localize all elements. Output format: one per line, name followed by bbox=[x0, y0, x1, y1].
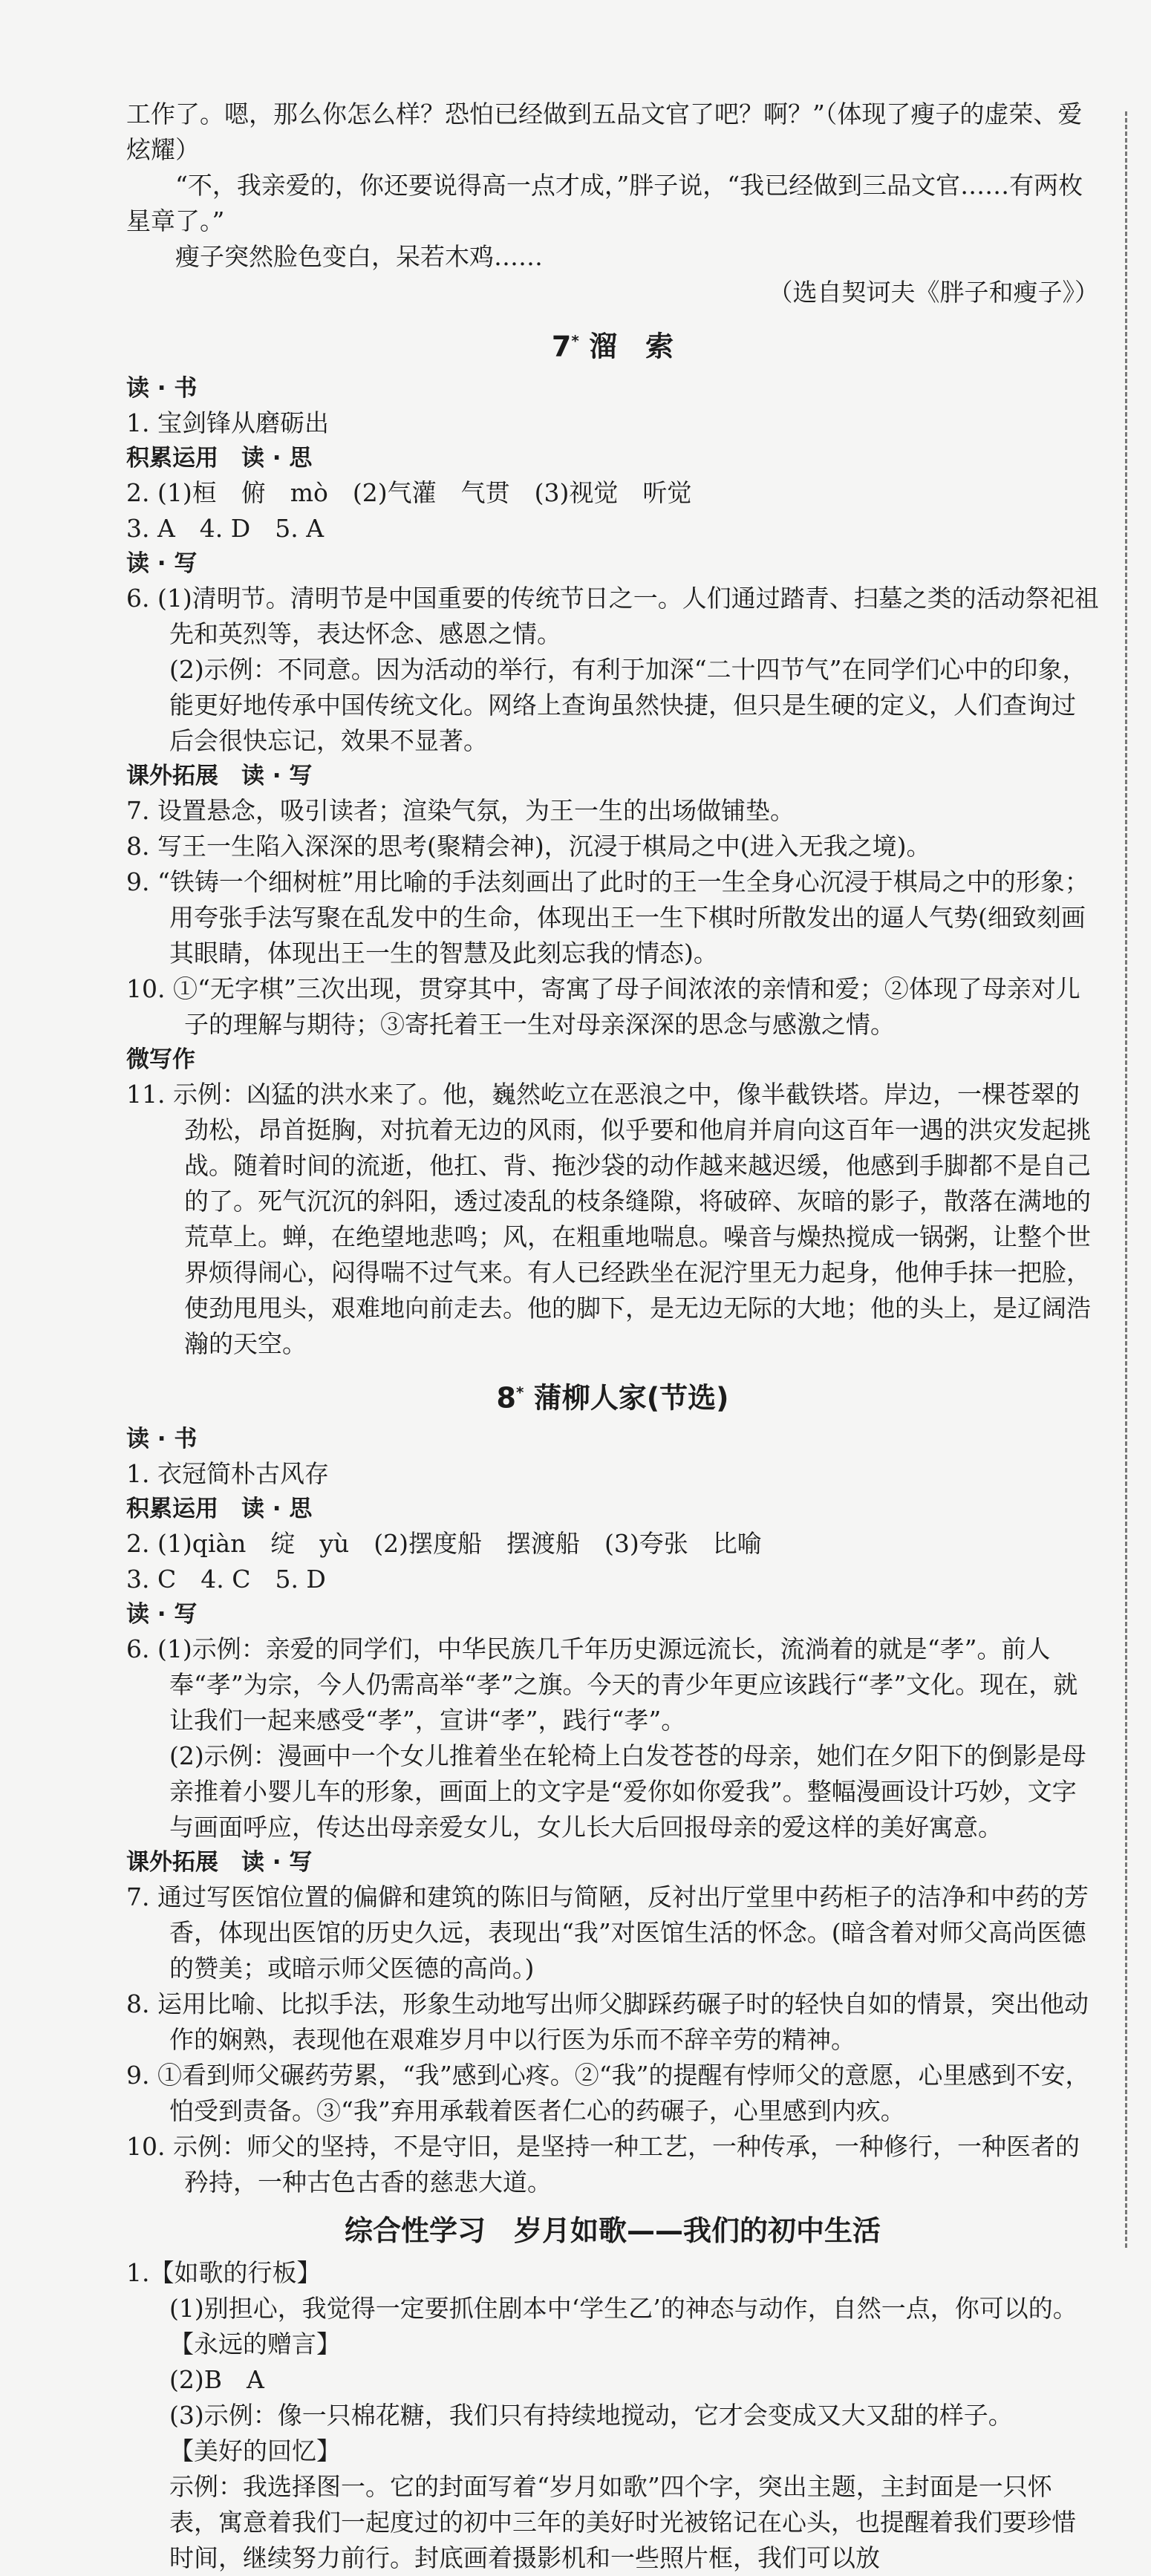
section-7-mark: * bbox=[571, 332, 579, 350]
intro-text-3: 瘦子突然脸色变白，呆若木鸡…… bbox=[175, 242, 543, 271]
section-7-number: 7 bbox=[551, 330, 572, 363]
s7-answer-8: 8. 写王一生陷入深深的思考(聚精会神)，沉浸于棋局之中(进入无我之境)。 bbox=[126, 831, 931, 861]
s8-heading-read-book: 读 · 书 bbox=[126, 1426, 198, 1453]
s8-heading-read-write: 读 · 写 bbox=[126, 1601, 198, 1628]
s7-answer-2: 2. (1)桓 俯 mò (2)气灌 气贯 (3)视觉 听觉 bbox=[126, 477, 692, 507]
s8-heading-accumulate: 积累运用 读 · 思 bbox=[126, 1496, 313, 1523]
intro-text-2: “不，我亲爱的，你还要说得高一点才成，”胖子说，“我已经做到三品文官……有两枚星章了。” bbox=[126, 171, 1083, 235]
comprehensive-learning-title: 综合性学习 岁月如歌——我们的初中生活 bbox=[344, 2214, 881, 2248]
intro-source: （选自契诃夫《胖子和瘦子》） bbox=[768, 278, 1099, 307]
s7-heading-read-book: 读 · 书 bbox=[126, 374, 198, 402]
s8-answer-1: 1. 衣冠简朴古风存 bbox=[126, 1459, 329, 1489]
s8-answer-3-5: 3. C 4. C 5. D bbox=[126, 1565, 326, 1594]
section-8-number: 8 bbox=[496, 1381, 516, 1415]
section-8-mark: * bbox=[516, 1383, 524, 1401]
s7-heading-read-write: 读 · 写 bbox=[126, 550, 198, 577]
s7-answer-3-5: 3. A 4. D 5. A bbox=[126, 513, 325, 543]
s7-heading-extension: 课外拓展 读 · 写 bbox=[126, 762, 313, 789]
s8-answer-6b: (2)示例：漫画中一个女儿推着坐在轮椅上白发苍苍的母亲，她们在夕阳下的倒影是母亲推着小婴儿车的形象，画面上的文字是“爱你如你爱我”。整幅漫画设计巧妙，文字与画面呼应，传达出母亲爱女儿，女儿长大后回报母亲的爱这样的美好寓意。 bbox=[169, 1741, 1086, 1842]
s7-answer-7: 7. 设置悬念，吸引读者；渲染气氛，为王一生的出场做铺垫。 bbox=[126, 795, 795, 825]
s8-answer-9: 9. ①看到师父碾药劳累，“我”感到心疼。②“我”的提醒有悖师父的意愿，心里感到不安，怕受到责备。③“我”弃用承载着医者仁心的药碾子，心里感到内疚。 bbox=[126, 2061, 1090, 2126]
section-7-title bbox=[126, 318, 1099, 370]
section-8-title-text: 蒲柳人家(节选) bbox=[533, 1381, 729, 1415]
s8-answer-8: 8. 运用比喻、比拟手法，形象生动地写出师父脚踩药碾子时的轻快自如的情景，突出他动作的娴熟，表现他在艰难岁月中以行医为乐而不辞辛劳的精神。 bbox=[126, 1989, 1089, 2055]
s9-answer-1: 1.【如歌的行板】 bbox=[126, 2258, 322, 2288]
s9-answer-1a: (1)别担心，我觉得一定要抓住剧本中‘学生乙’的神态与动作，自然一点，你可以的。 bbox=[169, 2294, 1077, 2324]
s8-answer-6a: 6. (1)示例：亲爱的同学们，中华民族几千年历史源远流长，流淌着的就是“孝”。前人奉“孝”为宗，今人仍需高举“孝”之旗。今天的青少年更应该践行“孝”文化。现在，就让我们一起来感受“孝”，宣讲“孝”，践行“孝”。 bbox=[126, 1634, 1078, 1735]
s9-heading-good-memories: 【美好的回忆】 bbox=[169, 2436, 341, 2466]
s7-answer-10: 10. ①“无字棋”三次出现，贯穿其中，寄寓了母子间浓浓的亲情和爱；②体现了母亲对儿子的理解与期待；③寄托着王一生对母亲深深的思念与感激之情。 bbox=[126, 974, 1080, 1039]
s9-answer-example: 示例：我选择图一。它的封面写着“岁月如歌”四个字，突出主题，主封面是一只怀表，寓意着我们一起度过的初中三年的美好时光被铭记在心头，也提醒着我们要珍惜时间，继续努力前行。封底画着摄影机和一些照片框，我们可以放 bbox=[169, 2472, 1076, 2573]
s8-answer-7: 7. 通过写医馆位置的偏僻和建筑的陈旧与简陋，反衬出厅堂里中药柜子的洁净和中药的芳香，体现出医馆的历史久远，表现出“我”对医馆生活的怀念。(暗含着对师父高尚医德的赞美；或暗示师父医德的高尚。) bbox=[126, 1882, 1089, 1983]
section-7-title-text: 溜 索 bbox=[589, 330, 674, 363]
intro-text-1: 工作了。嗯，那么你怎么样？恐怕已经做到五品文官了吧？啊？”（体现了瘦子的虚荣、爱炫耀） bbox=[126, 100, 1083, 164]
s8-heading-extension: 课外拓展 读 · 写 bbox=[126, 1849, 313, 1876]
section-8-title bbox=[126, 1369, 1099, 1421]
s9-heading-eternal-message: 【永远的赠言】 bbox=[169, 2329, 341, 2359]
s7-heading-accumulate: 积累运用 读 · 思 bbox=[126, 444, 313, 472]
s9-answer-3: (3)示例：像一只棉花糖，我们只有持续地搅动，它才会变成又大又甜的样子。 bbox=[169, 2401, 1013, 2430]
s8-answer-2: 2. (1)qiàn 绽 yù (2)摆度船 摆渡船 (3)夸张 比喻 bbox=[126, 1529, 762, 1559]
s7-answer-1: 1. 宝剑锋从磨砺出 bbox=[126, 408, 329, 437]
s7-answer-9: 9. “铁铸一个细树桩”用比喻的手法刻画出了此时的王一生全身心沉浸于棋局之中的形象；用夸张手法写聚在乱发中的生命，体现出王一生下棋时所散发出的逼人气势(细致刻画其眼睛，体现出王一生的智慧及此刻忘我的情态)。 bbox=[126, 867, 1089, 968]
s7-heading-micro-writing: 微写作 bbox=[126, 1046, 195, 1073]
s8-answer-10: 10. 示例：师父的坚持，不是守旧，是坚持一种工艺，一种传承，一种修行，一种医者的矜持，一种古色古香的慈悲大道。 bbox=[126, 2132, 1080, 2197]
s9-answer-2: (2)B A bbox=[169, 2365, 264, 2395]
s7-answer-11: 11. 示例：凶猛的洪水来了。他，巍然屹立在恶浪之中，像半截铁塔。岸边，一棵苍翠的劲松，昂首挺胸，对抗着无边的风雨，似乎要和他肩并肩向这百年一遇的洪灾发起挑战。随着时间的流逝，他扛、背、拖沙袋的动作越来越迟缓，他感到手脚都不是自己的了。死气沉沉的斜阳，透过凌乱的枝条缝隙，将破碎、灰暗的影子，散落在满地的荒草上。蝉，在绝望地悲鸣；风，在粗重地喘息。噪音与燥热搅成一锅粥，让整个世界烦得闹心，闷得喘不过气来。有人已经跌坐在泥泞里无力起身，他伸手抹一把脸，使劲甩甩头，艰难地向前走去。他的脚下，是无边无际的大地；他的头上，是辽阔浩瀚的天空。 bbox=[126, 1079, 1091, 1358]
s7-answer-6b: (2)示例：不同意。因为活动的举行，有利于加深“二十四节气”在同学们心中的印象，能更好地传承中国传统文化。网络上查询虽然快捷，但只是生硬的定义，人们查询过后会很快忘记，效果不显著。 bbox=[169, 654, 1087, 755]
binding-margin-line bbox=[1125, 111, 1127, 2248]
s7-answer-6a: 6. (1)清明节。清明节是中国重要的传统节日之一。人们通过踏青、扫墓之类的活动祭祀祖先和英烈等，表达怀念、感恩之情。 bbox=[126, 583, 1099, 648]
